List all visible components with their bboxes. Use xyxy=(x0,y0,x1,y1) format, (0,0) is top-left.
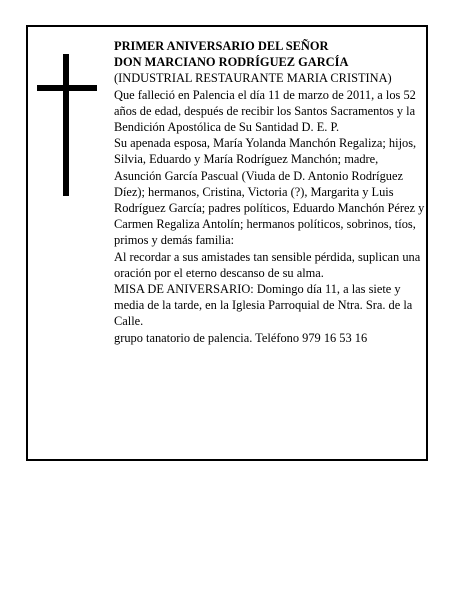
notice-title-line1: PRIMER ANIVERSARIO DEL SEÑOR xyxy=(114,39,329,53)
notice-paragraph-death: Que falleció en Palencia el día 11 de marzo de 2011, a los 52 años de edad, después de recibir los Santos Sacramentos y la Bendición Apostólica de Su Santidad D. E. P. xyxy=(114,87,416,135)
notice-subtitle: (INDUSTRIAL RESTAURANTE MARIA CRISTINA) xyxy=(114,71,392,86)
notice-paragraph-contact: grupo tanatorio de palencia. Teléfono 979 16 53 16 xyxy=(114,330,368,345)
cross-horizontal-bar xyxy=(37,85,97,91)
notice-content xyxy=(114,38,426,346)
notice-paragraph-mass: MISA DE ANIVERSARIO: Domingo día 11, a las siete y media de la tarde, en la Iglesia Parroquial de Ntra. Sra. de la Calle. xyxy=(114,282,413,329)
notice-paragraph-prayer: Al recordar a sus amistades tan sensible pérdida, suplican una oración por el eterno descanso de su alma. xyxy=(114,249,421,280)
notice-title-line2: DON MARCIANO RODRÍGUEZ GARCÍA xyxy=(114,55,349,70)
cross-icon xyxy=(37,54,97,196)
notice-paragraph-family: Su apenada esposa, María Yolanda Manchón Regaliza; hijos, Silvia, Eduardo y María Rodríguez Manchón; madre, Asunción García Pascual (Viuda de D. Antonio Rodríguez Díez); hermanos, Cristina, Victoria (?), Margarita y Luis Rodríguez García; padres políticos, Eduardo Manchón Pérez y Carmen Regaliza Antolín; hermanos políticos, sobrinos, tíos, primos y demás familia: xyxy=(114,136,425,248)
cross-vertical-bar xyxy=(63,54,69,196)
